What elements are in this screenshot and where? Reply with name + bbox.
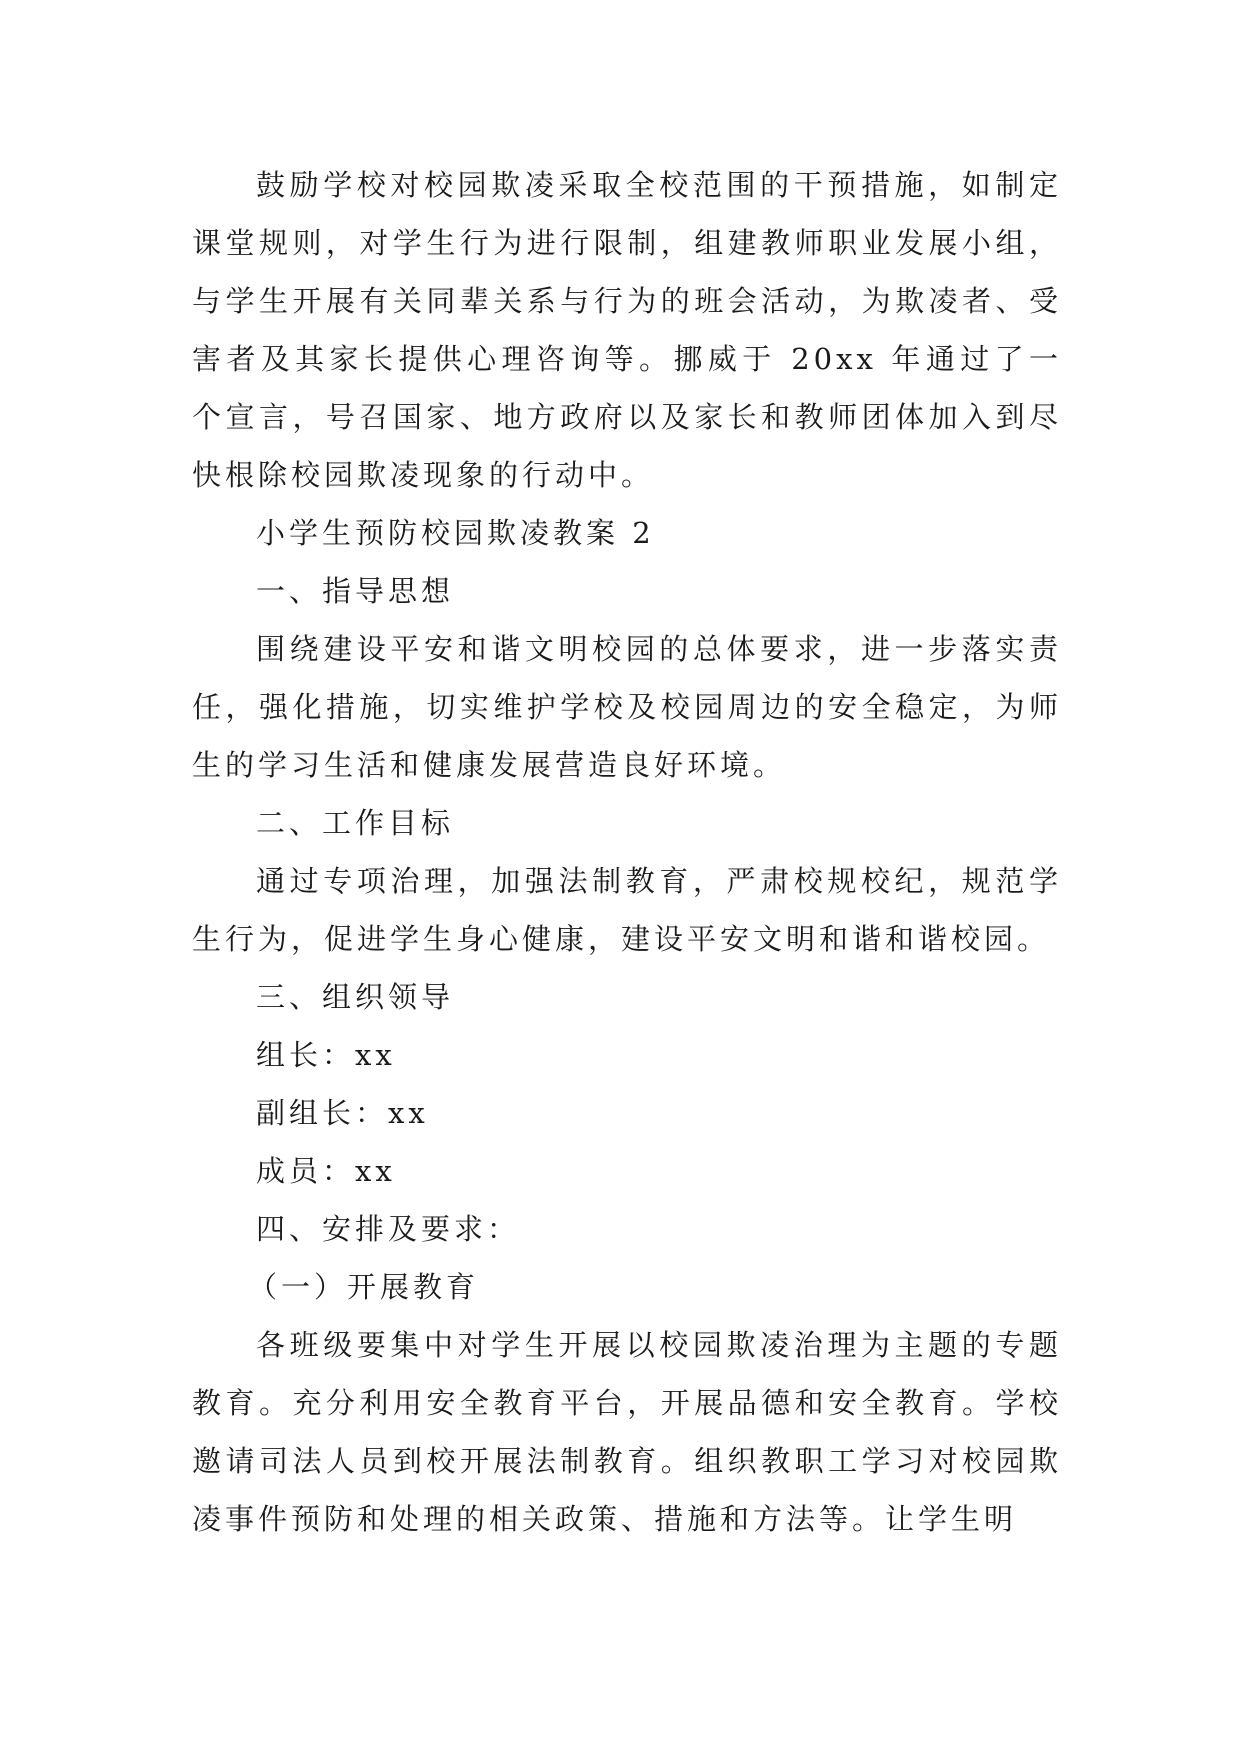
- document-body: [192, 156, 1062, 1548]
- paragraph-guiding-ideology: 围绕建设平安和谐文明校园的总体要求，进一步落实责任，强化措施，切实维护学校及校园周边的安全稳定，为师生的学习生活和健康发展营造良好环境。: [192, 632, 1062, 782]
- heading-organization: 三、组织领导: [256, 980, 455, 1014]
- heading-guiding-ideology: 一、指导思想: [256, 574, 455, 608]
- section-title: 小学生预防校园欺凌教案 2: [256, 516, 655, 550]
- paragraph-work-goals: 通过专项治理，加强法制教育，严肃校规校纪，规范学生行为，促进学生身心健康，建设平安文明和谐和谐校园。: [192, 864, 1062, 956]
- leader-line: 组长：xx: [256, 1038, 396, 1072]
- heading-arrangements: 四、安排及要求：: [256, 1212, 521, 1246]
- subheading-education: （一）开展教育: [248, 1270, 480, 1304]
- deputy-leader-line: 副组长：xx: [256, 1096, 429, 1130]
- heading-work-goals: 二、工作目标: [256, 806, 455, 840]
- members-line: 成员：xx: [256, 1154, 396, 1188]
- paragraph-intervention-measures: 鼓励学校对校园欺凌采取全校范围的干预措施，如制定课堂规则，对学生行为进行限制，组建教师职业发展小组，与学生开展有关同辈关系与行为的班会活动，为欺凌者、受害者及其家长提供心理咨询等。挪威于 20xx 年通过了一个宣言，号召国家、地方政府以及家长和教师团体加入到尽快根除校园欺凌现象的行动中。: [192, 168, 1062, 492]
- paragraph-education: 各班级要集中对学生开展以校园欺凌治理为主题的专题教育。充分利用安全教育平台，开展品德和安全教育。学校邀请司法人员到校开展法制教育。组织教职工学习对校园欺凌事件预防和处理的相关政策、措施和方法等。让学生明: [192, 1328, 1062, 1536]
